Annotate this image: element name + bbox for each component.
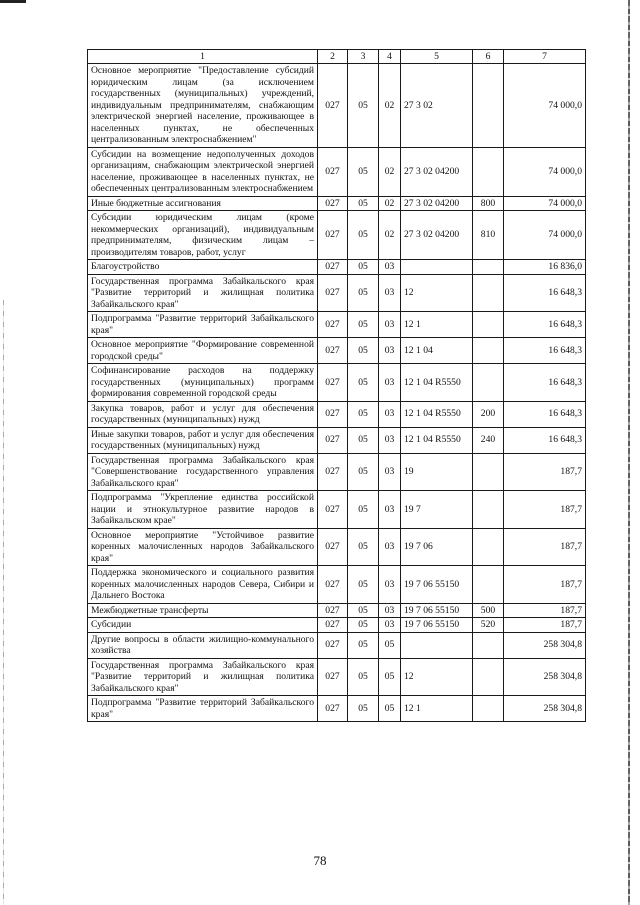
cell-amount: 187,7 (504, 618, 586, 633)
cell-subsection-code: 03 (379, 566, 401, 604)
cell-name: Благоустройство (88, 260, 318, 275)
table-row (88, 427, 586, 453)
cell-target-code: 12 1 04 (401, 338, 473, 364)
cell-section-code: 05 (348, 491, 379, 529)
table-row (88, 364, 586, 402)
table-row (88, 618, 586, 633)
cell-target-code: 19 7 06 55150 (401, 566, 473, 604)
cell-expense-code: 200 (473, 401, 504, 427)
table-row (88, 196, 586, 211)
table-row (88, 658, 586, 696)
scan-edge-left (3, 300, 4, 905)
cell-amount: 74 000,0 (504, 211, 586, 260)
cell-amount: 16 648,3 (504, 401, 586, 427)
col-header-section: 3 (348, 50, 379, 64)
cell-ministry-code: 027 (318, 491, 348, 529)
cell-name: Субсидии (88, 618, 318, 633)
cell-expense-code (473, 632, 504, 658)
table-row (88, 401, 586, 427)
cell-ministry-code: 027 (318, 196, 348, 211)
cell-subsection-code: 02 (379, 196, 401, 211)
cell-subsection-code: 03 (379, 312, 401, 338)
cell-subsection-code: 03 (379, 401, 401, 427)
cell-amount: 258 304,8 (504, 658, 586, 696)
cell-subsection-code: 03 (379, 364, 401, 402)
cell-subsection-code: 05 (379, 696, 401, 722)
cell-target-code: 12 1 (401, 696, 473, 722)
cell-section-code: 05 (348, 274, 379, 312)
cell-expense-code (473, 147, 504, 196)
cell-subsection-code: 03 (379, 528, 401, 566)
cell-ministry-code: 027 (318, 618, 348, 633)
cell-section-code: 05 (348, 632, 379, 658)
cell-ministry-code: 027 (318, 274, 348, 312)
table-row (88, 338, 586, 364)
cell-amount: 187,7 (504, 528, 586, 566)
table-header (88, 50, 586, 64)
cell-amount: 74 000,0 (504, 147, 586, 196)
table-row (88, 491, 586, 529)
cell-target-code: 27 3 02 04200 (401, 211, 473, 260)
cell-subsection-code: 05 (379, 632, 401, 658)
cell-amount: 258 304,8 (504, 632, 586, 658)
col-header-expense: 6 (473, 50, 504, 64)
cell-ministry-code: 027 (318, 528, 348, 566)
cell-name: Иные закупки товаров, работ и услуг для обеспечения государственных (муниципальных) нужд (88, 427, 318, 453)
cell-expense-code: 240 (473, 427, 504, 453)
cell-target-code: 19 7 06 55150 (401, 603, 473, 618)
cell-amount: 16 648,3 (504, 427, 586, 453)
cell-subsection-code: 02 (379, 147, 401, 196)
cell-subsection-code: 03 (379, 618, 401, 633)
cell-section-code: 05 (348, 364, 379, 402)
cell-name: Основное мероприятие "Предоставление субсидий юридическим лицам (за исключением государственных (муниципальных) учреждений, индивидуальным предпринимателям, снабжающим электрической энергией население, проживающее в населенных пунктах, не обеспеченных централизованным электроснабжением" (88, 64, 318, 148)
table-row (88, 211, 586, 260)
table-body (88, 64, 586, 722)
cell-subsection-code: 03 (379, 491, 401, 529)
cell-section-code: 05 (348, 528, 379, 566)
cell-expense-code: 810 (473, 211, 504, 260)
cell-subsection-code: 05 (379, 658, 401, 696)
cell-section-code: 05 (348, 64, 379, 148)
cell-section-code: 05 (348, 312, 379, 338)
cell-amount: 187,7 (504, 491, 586, 529)
cell-ministry-code: 027 (318, 427, 348, 453)
cell-subsection-code: 03 (379, 260, 401, 275)
col-header-subsection: 4 (379, 50, 401, 64)
cell-name: Основное мероприятие "Устойчивое развитие коренных малочисленных народов Забайкальского края" (88, 528, 318, 566)
table-row (88, 632, 586, 658)
cell-name: Подпрограмма "Развитие территорий Забайкальского края" (88, 312, 318, 338)
cell-ministry-code: 027 (318, 147, 348, 196)
cell-section-code: 05 (348, 696, 379, 722)
cell-expense-code (473, 696, 504, 722)
col-header-name: 1 (88, 50, 318, 64)
cell-section-code: 05 (348, 338, 379, 364)
cell-expense-code (473, 528, 504, 566)
cell-amount: 16 648,3 (504, 274, 586, 312)
cell-name: Государственная программа Забайкальского края "Развитие территорий и жилищная политика Забайкальского края" (88, 658, 318, 696)
table-row (88, 603, 586, 618)
budget-table (87, 49, 586, 722)
cell-subsection-code: 03 (379, 603, 401, 618)
cell-section-code: 05 (348, 566, 379, 604)
cell-target-code: 27 3 02 (401, 64, 473, 148)
cell-amount: 187,7 (504, 453, 586, 491)
table-row (88, 528, 586, 566)
cell-ministry-code: 027 (318, 338, 348, 364)
table-row (88, 260, 586, 275)
cell-expense-code (473, 453, 504, 491)
table-row (88, 274, 586, 312)
cell-target-code: 27 3 02 04200 (401, 147, 473, 196)
cell-expense-code: 800 (473, 196, 504, 211)
cell-section-code: 05 (348, 211, 379, 260)
cell-target-code: 19 7 06 (401, 528, 473, 566)
cell-expense-code (473, 364, 504, 402)
cell-ministry-code: 027 (318, 453, 348, 491)
cell-target-code: 12 (401, 658, 473, 696)
cell-subsection-code: 02 (379, 64, 401, 148)
cell-expense-code (473, 274, 504, 312)
cell-target-code: 12 1 04 R5550 (401, 401, 473, 427)
cell-amount: 16 648,3 (504, 338, 586, 364)
cell-name: Поддержка экономического и социального развития коренных малочисленных народов Севера, Сибири и Дальнего Востока (88, 566, 318, 604)
cell-amount: 258 304,8 (504, 696, 586, 722)
page-number: 78 (313, 853, 327, 868)
cell-section-code: 05 (348, 658, 379, 696)
cell-name: Подпрограмма "Укрепление единства российской нации и этнокультурное развитие народов в Забайкальском крае" (88, 491, 318, 529)
cell-amount: 16 836,0 (504, 260, 586, 275)
cell-name: Государственная программа Забайкальского края "Развитие территорий и жилищная политика Забайкальского края" (88, 274, 318, 312)
cell-target-code: 19 7 (401, 491, 473, 529)
scan-edge-right (628, 0, 630, 905)
cell-amount: 187,7 (504, 603, 586, 618)
cell-amount: 16 648,3 (504, 364, 586, 402)
cell-target-code: 19 (401, 453, 473, 491)
cell-name: Иные бюджетные ассигнования (88, 196, 318, 211)
cell-name: Основное мероприятие "Формирование современной городской среды" (88, 338, 318, 364)
table-row (88, 566, 586, 604)
cell-target-code: 27 3 02 04200 (401, 196, 473, 211)
cell-expense-code (473, 312, 504, 338)
col-header-target: 5 (401, 50, 473, 64)
cell-section-code: 05 (348, 618, 379, 633)
cell-expense-code: 500 (473, 603, 504, 618)
cell-name: Другие вопросы в области жилищно-коммунального хозяйства (88, 632, 318, 658)
cell-section-code: 05 (348, 401, 379, 427)
cell-expense-code (473, 491, 504, 529)
cell-section-code: 05 (348, 603, 379, 618)
cell-subsection-code: 03 (379, 338, 401, 364)
cell-ministry-code: 027 (318, 566, 348, 604)
cell-ministry-code: 027 (318, 312, 348, 338)
cell-amount: 74 000,0 (504, 64, 586, 148)
cell-section-code: 05 (348, 147, 379, 196)
cell-name: Подпрограмма "Развитие территорий Забайкальского края" (88, 696, 318, 722)
cell-target-code: 12 1 (401, 312, 473, 338)
cell-ministry-code: 027 (318, 364, 348, 402)
table-row (88, 147, 586, 196)
table-row (88, 453, 586, 491)
cell-target-code: 12 (401, 274, 473, 312)
col-header-ministry: 2 (318, 50, 348, 64)
cell-expense-code (473, 566, 504, 604)
cell-name: Субсидии на возмещение недополученных доходов организациям, снабжающим электрической энергией население, проживающее в населенных пунктах, не обеспеченных централизованным электроснабжением (88, 147, 318, 196)
cell-ministry-code: 027 (318, 632, 348, 658)
cell-ministry-code: 027 (318, 211, 348, 260)
cell-section-code: 05 (348, 427, 379, 453)
cell-expense-code (473, 658, 504, 696)
cell-subsection-code: 02 (379, 211, 401, 260)
cell-subsection-code: 03 (379, 427, 401, 453)
cell-subsection-code: 03 (379, 453, 401, 491)
cell-ministry-code: 027 (318, 696, 348, 722)
cell-section-code: 05 (348, 453, 379, 491)
cell-name: Государственная программа Забайкальского края "Совершенствование государственного управления Забайкальского края" (88, 453, 318, 491)
cell-name: Субсидии юридическим лицам (кроме некоммерческих организаций), индивидуальным предпринимателям, физическим лицам – производителям товаров, работ, услуг (88, 211, 318, 260)
cell-target-code: 12 1 04 R5550 (401, 427, 473, 453)
cell-amount: 16 648,3 (504, 312, 586, 338)
col-header-amount: 7 (504, 50, 586, 64)
cell-expense-code (473, 260, 504, 275)
cell-ministry-code: 027 (318, 260, 348, 275)
cell-expense-code (473, 338, 504, 364)
cell-ministry-code: 027 (318, 603, 348, 618)
table-row (88, 696, 586, 722)
cell-target-code: 19 7 06 55150 (401, 618, 473, 633)
table-row (88, 312, 586, 338)
cell-name: Софинансирование расходов на поддержку государственных (муниципальных) программ формирования современной городской среды (88, 364, 318, 402)
cell-subsection-code: 03 (379, 274, 401, 312)
cell-expense-code: 520 (473, 618, 504, 633)
cell-section-code: 05 (348, 260, 379, 275)
header-row (88, 50, 586, 64)
cell-ministry-code: 027 (318, 658, 348, 696)
cell-ministry-code: 027 (318, 401, 348, 427)
cell-section-code: 05 (348, 196, 379, 211)
scan-corner-mark (0, 0, 26, 3)
cell-target-code: 12 1 04 R5550 (401, 364, 473, 402)
table-row (88, 64, 586, 148)
cell-target-code (401, 260, 473, 275)
cell-ministry-code: 027 (318, 64, 348, 148)
cell-amount: 74 000,0 (504, 196, 586, 211)
cell-expense-code (473, 64, 504, 148)
cell-name: Межбюджетные трансферты (88, 603, 318, 618)
cell-target-code (401, 632, 473, 658)
cell-amount: 187,7 (504, 566, 586, 604)
cell-name: Закупка товаров, работ и услуг для обеспечения государственных (муниципальных) нужд (88, 401, 318, 427)
